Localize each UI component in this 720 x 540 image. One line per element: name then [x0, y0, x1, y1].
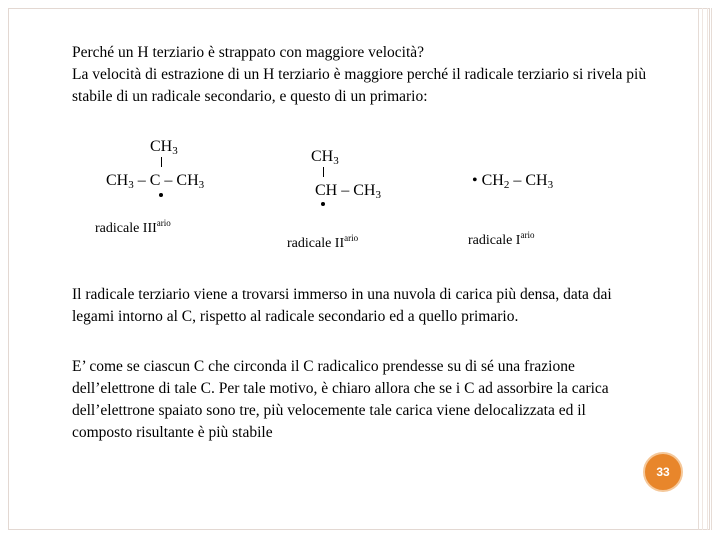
primary-label: radicale $I^{ario}$	[468, 230, 535, 248]
page-number-badge: 33	[643, 452, 683, 492]
tertiary-bond-line	[161, 157, 162, 167]
secondary-bond-line	[323, 167, 324, 177]
paragraph-delocalization: E’ come se ciascun C che circonda il C radicalico prendesse su di sé una frazione dell’elettrone di tale C. Per tale motivo, è chiaro allora che se i C ad assorbire la carica dell’elettrone spaiato sono tre, più velocemente tale carica viene delocalizzata ed il composto risultante è più stabile	[72, 358, 609, 441]
paragraph-charge-density: Il radicale terziario viene a trovarsi immerso in una nuvola di carica più densa, data dai legami intorno al C, rispetto al radicale secondario ed a quello primario.	[72, 286, 612, 325]
secondary-label: radicale $II^{ario}$	[287, 233, 359, 251]
tertiary-main-chain: $CH_3$ – C – $CH_3$	[106, 172, 205, 191]
intro-text: Perché un H terziario è strappato con maggiore velocità? La velocità di estrazione di un H terziario è maggiore perché il radicale terziario si rivela più stabile di un radicale secondario, e questo di un primario:	[72, 44, 647, 105]
slide-side-border	[698, 8, 712, 530]
tertiary-top-group: $CH_3$	[150, 138, 178, 157]
secondary-top-group: $CH_3$	[311, 148, 339, 167]
secondary-main-chain: CH – $CH_3$	[315, 182, 381, 201]
primary-chain: • $CH_2 - CH_3$	[472, 172, 554, 191]
slide-side-border-inner	[702, 8, 708, 530]
tertiary-label: radicale $III^{ario}$	[95, 218, 171, 236]
tertiary-radical-dot	[159, 193, 163, 197]
secondary-radical-dot	[321, 202, 325, 206]
